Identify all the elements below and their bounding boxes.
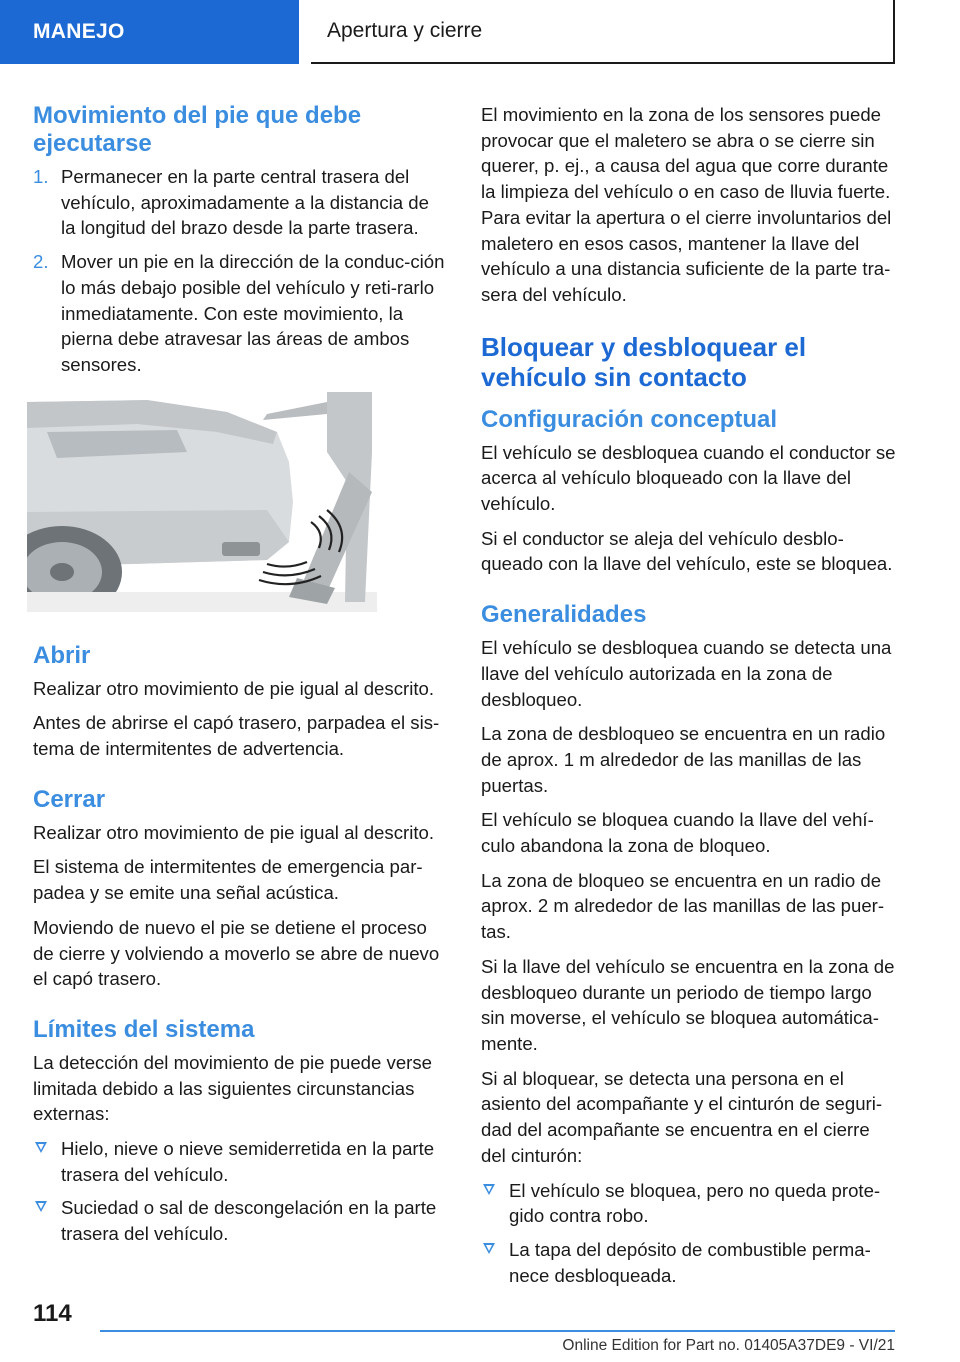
general-paragraph: Si la llave del vehículo se encuentra en la zona de desbloqueo durante un periodo de tiempo largo sin moverse, el vehículo se bloquea automática-mente. [481,955,895,1054]
left-column [33,102,448,1256]
step-text: Permanecer en la parte central trasera del vehículo, aproximadamente a la distancia de la longitud del brazo desde la parte trasera. [61,166,429,239]
concept-paragraph: El vehículo se desbloquea cuando el conductor se acerca al vehículo bloqueado con la llave del vehículo. [481,441,896,515]
list-item [33,1195,448,1246]
step-text: Mover un pie en la dirección de la conduc-ción lo más debajo posible del vehículo y reti-rarlo inmediatamente. Con este movimiento, la pierna debe atravesar las áreas de ambos sensores. [61,251,445,375]
right-column [481,102,896,1297]
close-paragraph: Moviendo de nuevo el pie se detiene el proceso de cierre y volviendo a moverlo se abre de nuevo el capó trasero. [33,916,440,990]
step-number: 1. [33,166,49,187]
list-item [481,1178,896,1229]
heading-foot-movement: Movimiento del pie que debe ejecutarse [33,102,362,157]
step-item [33,164,448,241]
general-paragraph: Si al bloquear, se detecta una persona en el asiento del acompañante y el cinturón de seguri-dad del acompañante se encuentra en el cierre del cinturón: [481,1067,883,1166]
list-item [33,1136,448,1187]
heading-general: Generalidades [481,601,647,629]
triangle-bullet-icon [483,1243,495,1254]
list-item-text: El vehículo se bloquea, pero no queda prote-gido contra robo. [509,1179,881,1227]
heading-concept: Configuración conceptual [481,405,778,433]
steps-list [33,164,448,378]
header-section-label: MANEJO [33,20,125,43]
general-paragraph: El vehículo se bloquea cuando la llave del vehí-culo abandona la zona de bloqueo. [481,809,874,857]
list-item [481,1237,896,1288]
general-list [481,1178,896,1289]
triangle-bullet-icon [35,1142,47,1153]
limits-list [33,1136,448,1247]
close-paragraph: El sistema de intermitentes de emergencia par-padea y se emite una señal acústica. [33,856,423,904]
header-chapter-box [311,0,895,64]
concept-paragraph: Si el conductor se aleja del vehículo desblo-queado con la llave del vehículo, este se bloquea. [481,527,893,575]
open-paragraph: Realizar otro movimiento de pie igual al descrito. [33,677,434,699]
footer-edition: Online Edition for Part no. 01405A37DE9 - VI/21 [562,1337,895,1354]
list-item-text: Suciedad o sal de descongelación en la parte trasera del vehículo. [61,1197,437,1245]
list-item-text: Hielo, nieve o nieve semiderretida en la parte trasera del vehículo. [61,1138,435,1185]
triangle-bullet-icon [483,1184,495,1195]
open-paragraph: Antes de abrirse el capó trasero, parpadea el sis-tema de intermitentes de advertencia. [33,712,440,760]
page-number: 114 [33,1300,72,1327]
step-item [33,249,448,378]
heading-close: Cerrar [33,785,106,813]
general-paragraph: La zona de desbloqueo se encuentra en un radio de aprox. 1 m alrededor de las manillas de las puertas. [481,723,886,796]
footer-divider [100,1330,895,1332]
header-section-tab [0,0,299,64]
header-chapter-label: Apertura y cierre [327,19,483,42]
intro-paragraph: El movimiento en la zona de los sensores puede provocar que el maletero se abra o se cierre sin querer, p. ej., a causa del agua que corre durante la limpieza del vehículo o en caso de lluvia fuerte. Para evitar la apertura o el cierre involuntarios del maletero en esos casos, mantener la llave del vehículo a una distancia suficiente de la parte tra-sera del vehículo. [481,104,892,305]
heading-system-limits: Límites del sistema [33,1015,255,1043]
close-paragraph: Realizar otro movimiento de pie igual al descrito. [33,821,434,843]
general-paragraph: La zona de bloqueo se encuentra en un radio de aprox. 2 m alrededor de las manillas de las puer-tas. [481,869,885,943]
triangle-bullet-icon [35,1201,47,1212]
general-paragraph: El vehículo se desbloquea cuando se detecta una llave del vehículo autorizada en la zona de desbloqueo. [481,637,892,710]
heading-keyless-lock: Bloquear y desbloquear el vehículo sin contacto [481,331,807,392]
heading-open: Abrir [33,641,91,669]
limits-paragraph: La detección del movimiento de pie puede verse limitada debido a las siguientes circunstancias externas: [33,1051,432,1125]
list-item-text: La tapa del depósito de combustible perma-nece desbloqueada. [509,1238,871,1286]
step-number: 2. [33,251,49,273]
kick-sensor-illustration [27,392,377,612]
